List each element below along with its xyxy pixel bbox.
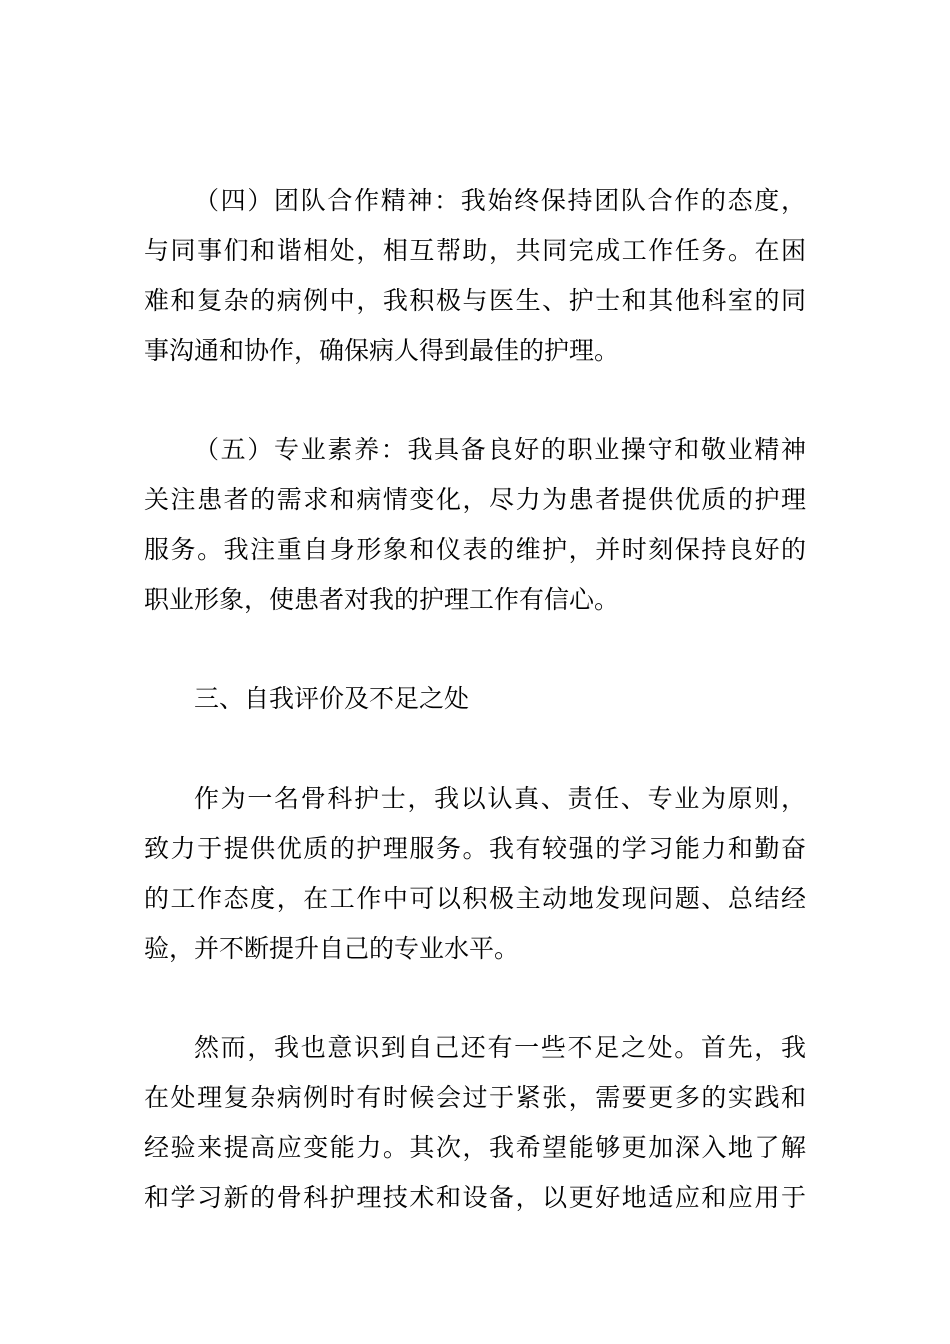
text-line: 致力于提供优质的护理服务。我有较强的学习能力和勤奋 — [144, 834, 806, 863]
text-line: 关注患者的需求和病情变化，尽力为患者提供优质的护理 — [144, 485, 806, 514]
text-line: （四）团队合作精神：我始终保持团队合作的态度， — [194, 186, 806, 215]
text-line: 在处理复杂病例时有时候会过于紧张，需要更多的实践和 — [144, 1083, 806, 1112]
text-line: 与同事们和谐相处，相互帮助，共同完成工作任务。在困 — [144, 236, 806, 265]
text-line: 验，并不断提升自己的专业水平。 — [144, 934, 520, 963]
text-line: 经验来提高应变能力。其次，我希望能够更加深入地了解 — [144, 1133, 806, 1162]
section-heading: 三、自我评价及不足之处 — [194, 684, 470, 713]
text-line: 职业形象，使患者对我的护理工作有信心。 — [144, 585, 620, 614]
text-line: 的工作态度，在工作中可以积极主动地发现问题、总结经 — [144, 884, 806, 913]
text-line: 和学习新的骨科护理技术和设备，以更好地适应和应用于 — [144, 1183, 806, 1212]
text-line: 然而，我也意识到自己还有一些不足之处。首先，我 — [194, 1033, 806, 1062]
text-line: 作为一名骨科护士，我以认真、责任、专业为原则， — [194, 784, 806, 813]
text-line: 服务。我注重自身形象和仪表的维护，并时刻保持良好的 — [144, 535, 806, 564]
text-line: （五）专业素养：我具备良好的职业操守和敬业精神 — [194, 435, 806, 464]
text-line: 事沟通和协作，确保病人得到最佳的护理。 — [144, 336, 620, 365]
text-line: 难和复杂的病例中，我积极与医生、护士和其他科室的同 — [144, 286, 806, 315]
